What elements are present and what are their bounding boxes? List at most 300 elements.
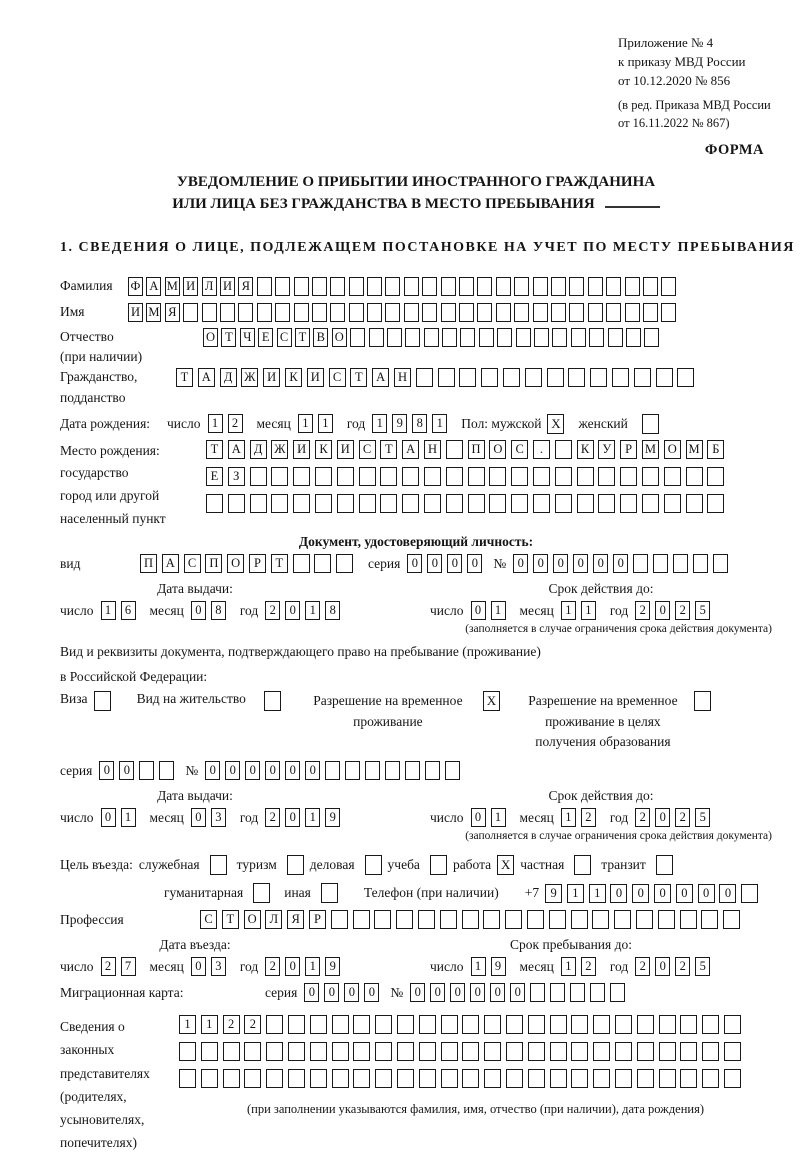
purpose-humanitarian-checkbox[interactable] [253,883,270,903]
char-cell[interactable] [577,467,594,486]
char-cell[interactable] [359,494,376,513]
char-cell[interactable]: 0 [205,761,220,780]
char-cell[interactable] [713,554,728,573]
char-cell[interactable]: С [511,440,528,459]
purpose-other-checkbox[interactable] [321,883,338,903]
char-cell[interactable]: 0 [101,808,116,827]
char-cell[interactable] [336,554,353,573]
char-cell[interactable]: Ж [271,440,288,459]
char-cell[interactable]: Ч [240,328,255,347]
char-cell[interactable]: М [165,277,180,296]
char-cell[interactable]: З [228,467,245,486]
char-cell[interactable] [593,1069,610,1088]
char-cell[interactable]: 1 [581,601,596,620]
char-cell[interactable] [353,910,370,929]
char-cell[interactable]: 1 [372,414,387,433]
char-cell[interactable]: 0 [719,884,736,903]
char-cell[interactable]: Е [258,328,273,347]
char-cell[interactable] [424,328,439,347]
char-cell[interactable] [332,1069,349,1088]
char-cell[interactable] [244,1069,261,1088]
char-cell[interactable] [459,303,474,322]
char-cell[interactable]: Ж [241,368,258,387]
char-cell[interactable] [337,494,354,513]
char-cell[interactable] [497,328,512,347]
char-cell[interactable] [380,494,397,513]
char-cell[interactable] [350,328,365,347]
char-cell[interactable]: 2 [228,414,243,433]
char-cell[interactable] [288,1069,305,1088]
char-cell[interactable] [462,1015,479,1034]
char-cell[interactable]: 1 [305,601,320,620]
char-cell[interactable] [701,910,718,929]
char-cell[interactable]: 2 [265,957,280,976]
char-cell[interactable]: 1 [561,957,576,976]
char-cell[interactable]: 0 [676,884,693,903]
char-cell[interactable] [642,494,659,513]
char-cell[interactable] [442,328,457,347]
char-cell[interactable]: 1 [179,1015,196,1034]
char-cell[interactable] [620,467,637,486]
char-cell[interactable]: Т [176,368,193,387]
char-cell[interactable] [294,277,309,296]
char-cell[interactable]: О [664,440,681,459]
char-cell[interactable]: 2 [265,808,280,827]
char-cell[interactable] [238,303,253,322]
char-cell[interactable]: А [146,277,161,296]
char-cell[interactable] [271,467,288,486]
purpose-transit-checkbox[interactable] [656,855,673,875]
char-cell[interactable] [593,1042,610,1061]
char-cell[interactable] [550,1042,567,1061]
char-cell[interactable]: Л [202,277,217,296]
char-cell[interactable] [702,1015,719,1034]
sex-female-checkbox[interactable] [642,414,659,434]
char-cell[interactable] [369,328,384,347]
char-cell[interactable] [620,494,637,513]
char-cell[interactable] [375,1015,392,1034]
char-cell[interactable] [680,1042,697,1061]
char-cell[interactable]: И [128,303,143,322]
char-cell[interactable] [571,910,588,929]
char-cell[interactable] [374,910,391,929]
char-cell[interactable] [440,910,457,929]
char-cell[interactable] [606,277,621,296]
char-cell[interactable] [257,303,272,322]
char-cell[interactable]: И [293,440,310,459]
char-cell[interactable] [293,554,310,573]
char-cell[interactable] [228,494,245,513]
char-cell[interactable]: 0 [99,761,114,780]
char-cell[interactable] [741,884,758,903]
char-cell[interactable]: 0 [265,761,280,780]
char-cell[interactable] [606,303,621,322]
char-cell[interactable] [385,303,400,322]
char-cell[interactable] [614,910,631,929]
char-cell[interactable] [441,1069,458,1088]
char-cell[interactable]: 0 [191,601,206,620]
char-cell[interactable] [528,1042,545,1061]
char-cell[interactable] [555,467,572,486]
char-cell[interactable] [220,303,235,322]
char-cell[interactable] [312,303,327,322]
char-cell[interactable]: 0 [698,884,715,903]
char-cell[interactable]: О [332,328,347,347]
char-cell[interactable] [659,1069,676,1088]
char-cell[interactable]: 0 [305,761,320,780]
char-cell[interactable]: Т [206,440,223,459]
char-cell[interactable] [367,277,382,296]
char-cell[interactable] [707,467,724,486]
char-cell[interactable]: С [184,554,201,573]
char-cell[interactable] [294,303,309,322]
char-cell[interactable] [588,303,603,322]
char-cell[interactable]: 0 [471,601,486,620]
char-cell[interactable]: И [307,368,324,387]
char-cell[interactable]: П [468,440,485,459]
char-cell[interactable] [397,1015,414,1034]
char-cell[interactable]: 0 [513,554,528,573]
char-cell[interactable]: 2 [101,957,116,976]
char-cell[interactable] [659,1042,676,1061]
char-cell[interactable]: 0 [573,554,588,573]
char-cell[interactable]: П [205,554,222,573]
char-cell[interactable]: 9 [545,884,562,903]
char-cell[interactable]: М [146,303,161,322]
char-cell[interactable]: 0 [191,957,206,976]
char-cell[interactable] [707,494,724,513]
char-cell[interactable] [568,368,585,387]
char-cell[interactable] [527,910,544,929]
char-cell[interactable] [496,277,511,296]
char-cell[interactable] [571,1069,588,1088]
char-cell[interactable] [266,1042,283,1061]
char-cell[interactable]: 3 [211,808,226,827]
char-cell[interactable]: Я [165,303,180,322]
char-cell[interactable] [441,1042,458,1061]
char-cell[interactable]: 0 [470,983,485,1002]
char-cell[interactable] [202,303,217,322]
purpose-work-checkbox[interactable]: X [497,855,514,875]
char-cell[interactable] [483,910,500,929]
char-cell[interactable] [528,1069,545,1088]
char-cell[interactable] [422,277,437,296]
char-cell[interactable] [387,328,402,347]
char-cell[interactable]: 8 [412,414,427,433]
char-cell[interactable] [250,494,267,513]
char-cell[interactable] [441,277,456,296]
char-cell[interactable] [680,910,697,929]
char-cell[interactable]: 2 [675,601,690,620]
char-cell[interactable]: Н [394,368,411,387]
char-cell[interactable] [724,1069,741,1088]
char-cell[interactable]: 0 [654,884,671,903]
char-cell[interactable]: . [533,440,550,459]
char-cell[interactable] [503,368,520,387]
char-cell[interactable] [653,554,668,573]
char-cell[interactable] [625,277,640,296]
char-cell[interactable]: 0 [285,808,300,827]
char-cell[interactable] [312,277,327,296]
sex-male-checkbox[interactable]: X [547,414,564,434]
char-cell[interactable] [159,761,174,780]
char-cell[interactable] [424,494,441,513]
char-cell[interactable] [250,467,267,486]
char-cell[interactable] [271,494,288,513]
char-cell[interactable] [419,1015,436,1034]
char-cell[interactable]: 1 [101,601,116,620]
char-cell[interactable] [479,328,494,347]
char-cell[interactable] [359,467,376,486]
char-cell[interactable] [481,368,498,387]
char-cell[interactable] [615,1069,632,1088]
char-cell[interactable] [266,1069,283,1088]
char-cell[interactable] [547,368,564,387]
char-cell[interactable] [445,761,460,780]
char-cell[interactable] [183,303,198,322]
char-cell[interactable]: 0 [225,761,240,780]
char-cell[interactable]: А [228,440,245,459]
char-cell[interactable]: Т [222,910,239,929]
char-cell[interactable]: 2 [635,957,650,976]
char-cell[interactable] [549,910,566,929]
char-cell[interactable] [459,277,474,296]
char-cell[interactable] [693,554,708,573]
char-cell[interactable]: Б [707,440,724,459]
char-cell[interactable]: 0 [553,554,568,573]
char-cell[interactable]: Е [206,467,223,486]
char-cell[interactable] [680,1015,697,1034]
char-cell[interactable]: 0 [285,761,300,780]
char-cell[interactable]: 1 [561,601,576,620]
char-cell[interactable] [615,1042,632,1061]
char-cell[interactable] [266,1015,283,1034]
char-cell[interactable] [577,494,594,513]
char-cell[interactable] [590,983,605,1002]
char-cell[interactable]: 6 [121,601,136,620]
char-cell[interactable]: 0 [410,983,425,1002]
char-cell[interactable]: 5 [695,957,710,976]
char-cell[interactable]: 2 [675,957,690,976]
char-cell[interactable]: К [577,440,594,459]
char-cell[interactable]: 1 [561,808,576,827]
char-cell[interactable] [724,1042,741,1061]
char-cell[interactable]: А [402,440,419,459]
char-cell[interactable] [460,328,475,347]
temp-residence-education-checkbox[interactable] [694,691,711,711]
char-cell[interactable] [534,328,549,347]
char-cell[interactable] [331,910,348,929]
char-cell[interactable] [664,467,681,486]
char-cell[interactable] [375,1042,392,1061]
char-cell[interactable] [550,1069,567,1088]
char-cell[interactable]: 8 [211,601,226,620]
char-cell[interactable] [626,328,641,347]
char-cell[interactable] [367,303,382,322]
char-cell[interactable] [385,277,400,296]
char-cell[interactable] [293,467,310,486]
char-cell[interactable] [569,303,584,322]
char-cell[interactable] [353,1015,370,1034]
char-cell[interactable]: И [220,277,235,296]
char-cell[interactable]: 7 [121,957,136,976]
char-cell[interactable] [608,328,623,347]
char-cell[interactable] [610,983,625,1002]
char-cell[interactable]: А [162,554,179,573]
char-cell[interactable]: 9 [491,957,506,976]
purpose-business-checkbox[interactable] [365,855,382,875]
char-cell[interactable]: М [686,440,703,459]
char-cell[interactable] [404,277,419,296]
char-cell[interactable] [405,761,420,780]
char-cell[interactable]: 0 [471,808,486,827]
char-cell[interactable] [528,1015,545,1034]
char-cell[interactable]: 2 [581,808,596,827]
char-cell[interactable] [637,1042,654,1061]
char-cell[interactable]: И [263,368,280,387]
char-cell[interactable]: 0 [632,884,649,903]
char-cell[interactable] [680,1069,697,1088]
char-cell[interactable]: М [642,440,659,459]
char-cell[interactable] [555,494,572,513]
char-cell[interactable] [686,494,703,513]
char-cell[interactable] [484,1069,501,1088]
char-cell[interactable]: 1 [318,414,333,433]
char-cell[interactable] [673,554,688,573]
char-cell[interactable] [345,761,360,780]
char-cell[interactable]: 1 [121,808,136,827]
char-cell[interactable] [533,277,548,296]
char-cell[interactable] [405,328,420,347]
char-cell[interactable] [404,303,419,322]
char-cell[interactable] [325,761,340,780]
char-cell[interactable] [396,910,413,929]
purpose-tourism-checkbox[interactable] [287,855,304,875]
char-cell[interactable] [637,1015,654,1034]
char-cell[interactable]: 0 [467,554,482,573]
char-cell[interactable]: Д [250,440,267,459]
char-cell[interactable]: 0 [364,983,379,1002]
char-cell[interactable]: 2 [635,808,650,827]
char-cell[interactable]: 0 [119,761,134,780]
char-cell[interactable] [419,1069,436,1088]
char-cell[interactable] [353,1042,370,1061]
char-cell[interactable]: Л [265,910,282,929]
char-cell[interactable]: Т [380,440,397,459]
temp-residence-checkbox[interactable]: X [483,691,500,711]
char-cell[interactable] [589,328,604,347]
char-cell[interactable] [275,277,290,296]
char-cell[interactable] [590,368,607,387]
char-cell[interactable] [468,467,485,486]
char-cell[interactable] [462,910,479,929]
char-cell[interactable] [201,1042,218,1061]
char-cell[interactable] [506,1015,523,1034]
char-cell[interactable] [525,368,542,387]
char-cell[interactable] [422,303,437,322]
char-cell[interactable]: А [198,368,215,387]
char-cell[interactable]: 2 [244,1015,261,1034]
char-cell[interactable] [206,494,223,513]
char-cell[interactable] [244,1042,261,1061]
char-cell[interactable] [598,494,615,513]
char-cell[interactable] [337,467,354,486]
char-cell[interactable] [637,1069,654,1088]
char-cell[interactable] [446,467,463,486]
char-cell[interactable]: 0 [324,983,339,1002]
char-cell[interactable] [588,277,603,296]
char-cell[interactable]: И [183,277,198,296]
char-cell[interactable] [533,467,550,486]
char-cell[interactable]: К [285,368,302,387]
char-cell[interactable]: С [200,910,217,929]
char-cell[interactable] [643,277,658,296]
char-cell[interactable]: 1 [298,414,313,433]
char-cell[interactable]: 0 [285,601,300,620]
char-cell[interactable] [349,277,364,296]
char-cell[interactable] [275,303,290,322]
char-cell[interactable] [506,1069,523,1088]
char-cell[interactable]: 0 [655,957,670,976]
char-cell[interactable]: Т [221,328,236,347]
char-cell[interactable]: 0 [407,554,422,573]
char-cell[interactable] [468,494,485,513]
char-cell[interactable] [418,910,435,929]
char-cell[interactable] [511,494,528,513]
char-cell[interactable]: 1 [201,1015,218,1034]
char-cell[interactable]: В [313,328,328,347]
char-cell[interactable] [514,303,529,322]
char-cell[interactable]: 1 [567,884,584,903]
char-cell[interactable]: 2 [675,808,690,827]
char-cell[interactable] [552,328,567,347]
char-cell[interactable]: 2 [265,601,280,620]
char-cell[interactable] [555,440,572,459]
char-cell[interactable] [416,368,433,387]
char-cell[interactable] [636,910,653,929]
char-cell[interactable] [612,368,629,387]
char-cell[interactable]: С [329,368,346,387]
char-cell[interactable] [419,1042,436,1061]
char-cell[interactable]: А [372,368,389,387]
char-cell[interactable]: 0 [593,554,608,573]
char-cell[interactable] [593,1015,610,1034]
char-cell[interactable]: 1 [305,957,320,976]
char-cell[interactable] [489,494,506,513]
char-cell[interactable]: 0 [245,761,260,780]
purpose-study-checkbox[interactable] [430,855,447,875]
char-cell[interactable]: 1 [471,957,486,976]
char-cell[interactable]: Т [350,368,367,387]
char-cell[interactable] [353,1069,370,1088]
char-cell[interactable] [489,467,506,486]
char-cell[interactable]: Я [238,277,253,296]
char-cell[interactable] [459,368,476,387]
char-cell[interactable] [615,1015,632,1034]
char-cell[interactable] [633,554,648,573]
char-cell[interactable]: Д [220,368,237,387]
char-cell[interactable]: У [598,440,615,459]
char-cell[interactable] [332,1015,349,1034]
char-cell[interactable] [659,1015,676,1034]
char-cell[interactable] [385,761,400,780]
char-cell[interactable] [550,983,565,1002]
char-cell[interactable]: 0 [655,808,670,827]
char-cell[interactable] [643,303,658,322]
char-cell[interactable]: О [489,440,506,459]
char-cell[interactable]: 0 [490,983,505,1002]
char-cell[interactable] [516,328,531,347]
